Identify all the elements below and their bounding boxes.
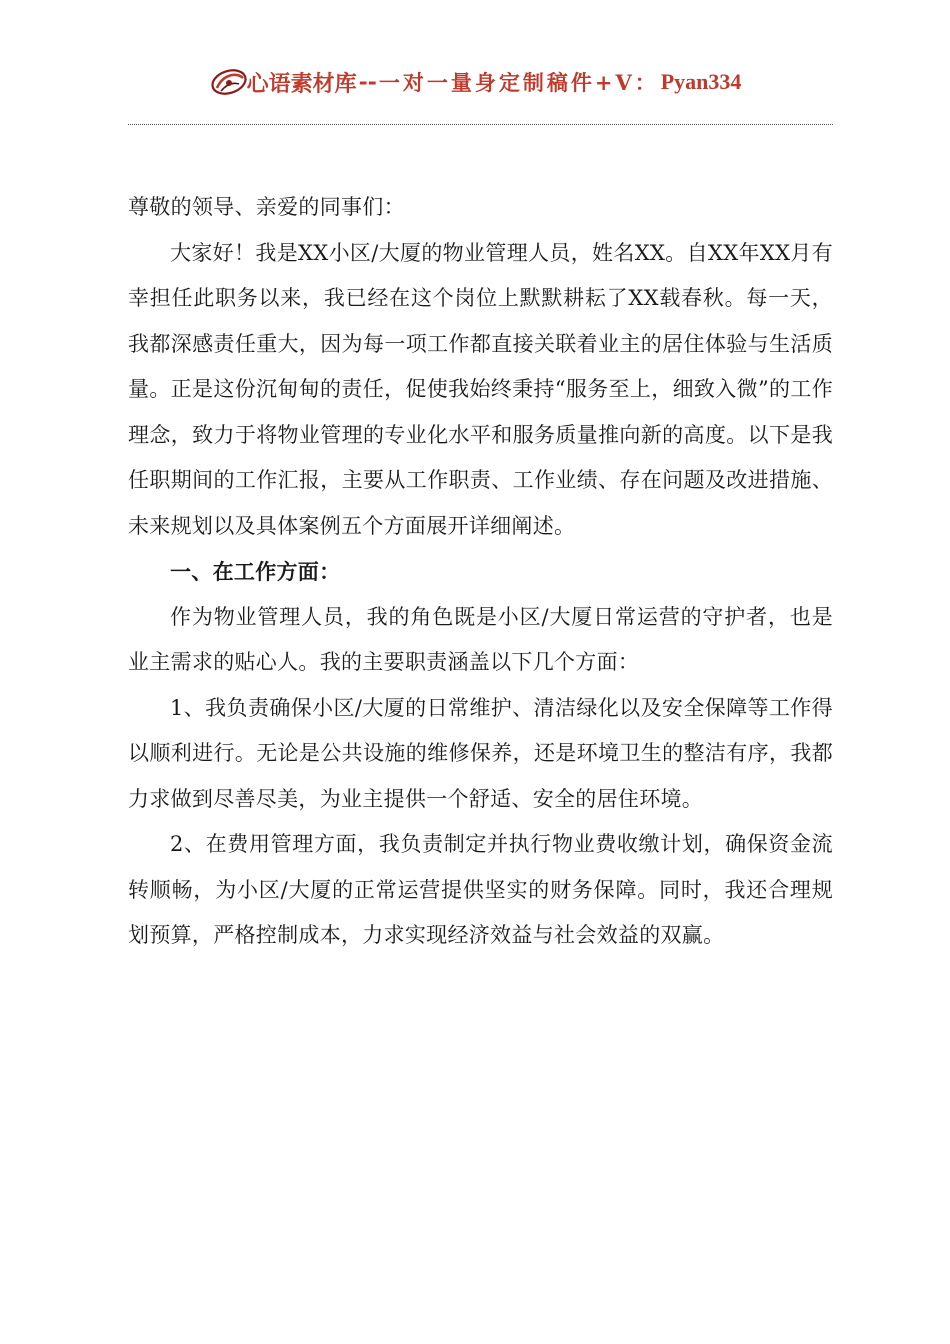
header-divider	[128, 124, 833, 125]
brand-name: 心语素材库	[246, 70, 357, 97]
section-paragraph: 作为物业管理人员，我的角色既是小区/大厦日常运营的守护者，也是业主需求的贴心人。我的主要职责涵盖以下几个方面：	[128, 604, 833, 674]
section-paragraph: 2、在费用管理方面，我负责制定并执行物业费收缴计划，确保资金流转顺畅，为小区/大厦的正常运营提供坚实的财务保障。同时，我还合理规划预算，严格控制成本，力求实现经济效益与社会效益的双赢。	[128, 832, 833, 947]
intro-paragraph: 大家好！我是XX小区/大厦的物业管理人员，姓名XX。自XX年XX月有幸担任此职务以来，我已经在这个岗位上默默耕耘了XX载春秋。每一天，我都深感责任重大，因为每一项工作都直接关联着业主的居住体验与生活质量。正是这份沉甸甸的责任，促使我始终秉持“服务至上，细致入微”的工作理念，致力于将物业管理的专业化水平和服务质量推向新的高度。以下是我任职期间的工作汇报，主要从工作职责、工作业绩、存在问题及改进措施、未来规划以及具体案例五个方面展开详细阐述。	[128, 240, 833, 538]
header-separator: --	[358, 69, 377, 95]
document-body	[128, 185, 833, 959]
page-header	[0, 62, 950, 102]
section-heading: 一、在工作方面：	[170, 559, 341, 584]
contact-id: Pyan334	[660, 69, 742, 94]
section-paragraph: 1、我负责确保小区/大厦的日常维护、清洁绿化以及安全保障等工作得以顺利进行。无论是公共设施的维修保养，还是环境卫生的整洁有序，我都力求做到尽善尽美，为业主提供一个舒适、安全的居住环境。	[128, 695, 833, 811]
header-banner	[209, 64, 742, 100]
salutation: 尊敬的领导、亲爱的同事们：	[128, 195, 405, 219]
header-tagline: 一对一量身定制稿件+V：	[378, 70, 659, 95]
